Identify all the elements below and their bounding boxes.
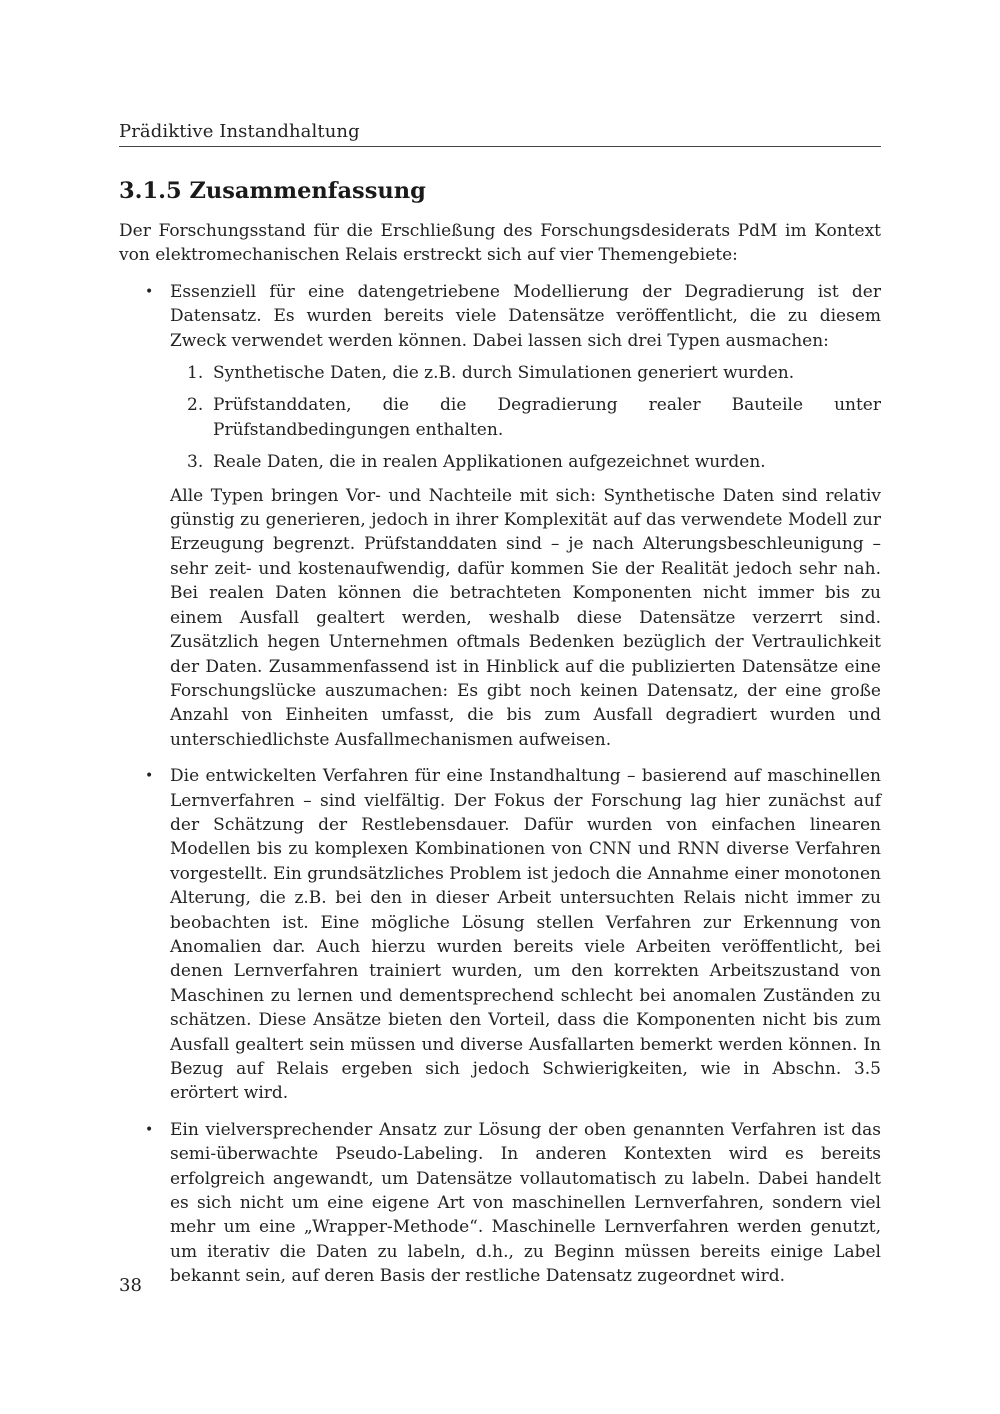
list-item [119,764,881,1106]
bullet-icon: • [145,1121,154,1138]
item-text: Reale Daten, die in realen Applikationen aufgezeichnet wurden. [213,452,766,473]
page-number: 38 [119,1275,142,1296]
bullet-followup-text: Alle Typen bringen Vor- und Nachteile mit sich: Synthetische Daten sind relativ günstig zu generieren, jedoch in ihrer Komplexität auf das verwendete Modell zur Erzeugung begrenzt. Prüfstanddaten sind – je nach Alterungsbeschleunigung – sehr zeit- und kostenaufwendig, dafür kommen Sie der Realität jedoch sehr nah. Bei realen Daten können die betrachteten Komponenten nicht immer bis zu einem Ausfall gealtert werden, weshalb diese Datensätze verzerrt sind. Zusätzlich hegen Unternehmen oftmals Bedenken bezüglich der Vertraulichkeit der Daten. Zusammenfassend ist in Hinblick auf die publizierten Datensätze eine Forschungslücke auszumachen: Es gibt noch keinen Datensatz, der eine große Anzahl von Einheiten umfasst, die bis zum Ausfall degradiert wurden und unterschiedlichste Ausfallmechanismen aufweisen. [170,485,881,750]
page-content [119,176,881,1301]
bullet-text: Die entwickelten Verfahren für eine Instandhaltung – basierend auf maschinellen Lernverfahren – sind vielfältig. Der Fokus der Forschung lag hier zunächst auf der Schätzung der Restlebensdauer. Dafür wurden von einfachen linearen Modellen bis zu komplexen Kombinationen von CNN und RNN diverse Verfahren vorgestellt. Ein grundsätzliches Problem ist jedoch die Annahme einer monotonen Alterung, die z.B. bei den in dieser Arbeit untersuchten Relais nicht immer zu beobachten ist. Eine mögliche Lösung stellen Verfahren zur Erkennung von Anomalien dar. Auch hierzu wurden bereits viele Arbeiten veröffentlicht, bei denen Lernverfahren trainiert wurden, um den korrekten Arbeitszustand von Maschinen zu lernen und dementsprechend schlecht bei anomalen Zuständen zu schätzen. Diese Ansätze bieten den Vorteil, dass die Komponenten nicht bis zum Ausfall gealtert sein müssen und diverse Ausfallarten bemerkt werden können. In Bezug auf Relais ergeben sich jedoch Schwierigkeiten, wie in Abschn. 3.5 erörtert wird. [170,766,881,1104]
bullet-icon: • [145,768,154,785]
bullet-icon: • [145,283,154,300]
item-text: Prüfstanddaten, die die Degradierung realer Bauteile unter Prüfstandbedingungen enthalten. [213,395,881,440]
list-item [119,1118,881,1289]
topic-list [119,280,881,1289]
running-header: Prädiktive Instandhaltung [119,120,881,147]
bullet-text: Ein vielversprechender Ansatz zur Lösung der oben genannten Verfahren ist das semi-überwachte Pseudo-Labeling. In anderen Kontexten wird es bereits erfolgreich angewandt, um Datensätze vollautomatisch zu labeln. Dabei handelt es sich nicht um eine eigene Art von maschinellen Lernverfahren, sondern viel mehr um eine „Wrapper-Methode“. Maschinelle Lernverfahren werden genutzt, um iterativ die Daten zu labeln, d.h., zu Beginn müssen bereits einige Label bekannt sein, auf deren Basis der restliche Datensatz zugeordnet wird. [170,1119,881,1287]
numbered-item [170,361,881,385]
item-number: 2. [187,395,204,416]
list-item [119,280,881,752]
numbered-item [170,450,881,474]
item-number: 1. [187,363,204,384]
numbered-item [170,393,881,442]
dataset-type-list [170,361,881,475]
bullet-text: Essenziell für eine datengetriebene Modellierung der Degradierung ist der Datensatz. Es wurden bereits viele Datensätze veröffentlicht, die zu diesem Zweck verwendet werden können. Dabei lassen sich drei Typen ausmachen: [170,281,881,351]
intro-paragraph: Der Forschungsstand für die Erschließung des Forschungsdesiderats PdM im Kontext von elektromechanischen Relais erstreckt sich auf vier Themengebiete: [119,221,881,266]
section-heading: 3.1.5 Zusammenfassung [119,178,426,204]
item-number: 3. [187,452,204,473]
item-text: Synthetische Daten, die z.B. durch Simulationen generiert wurden. [213,363,795,384]
